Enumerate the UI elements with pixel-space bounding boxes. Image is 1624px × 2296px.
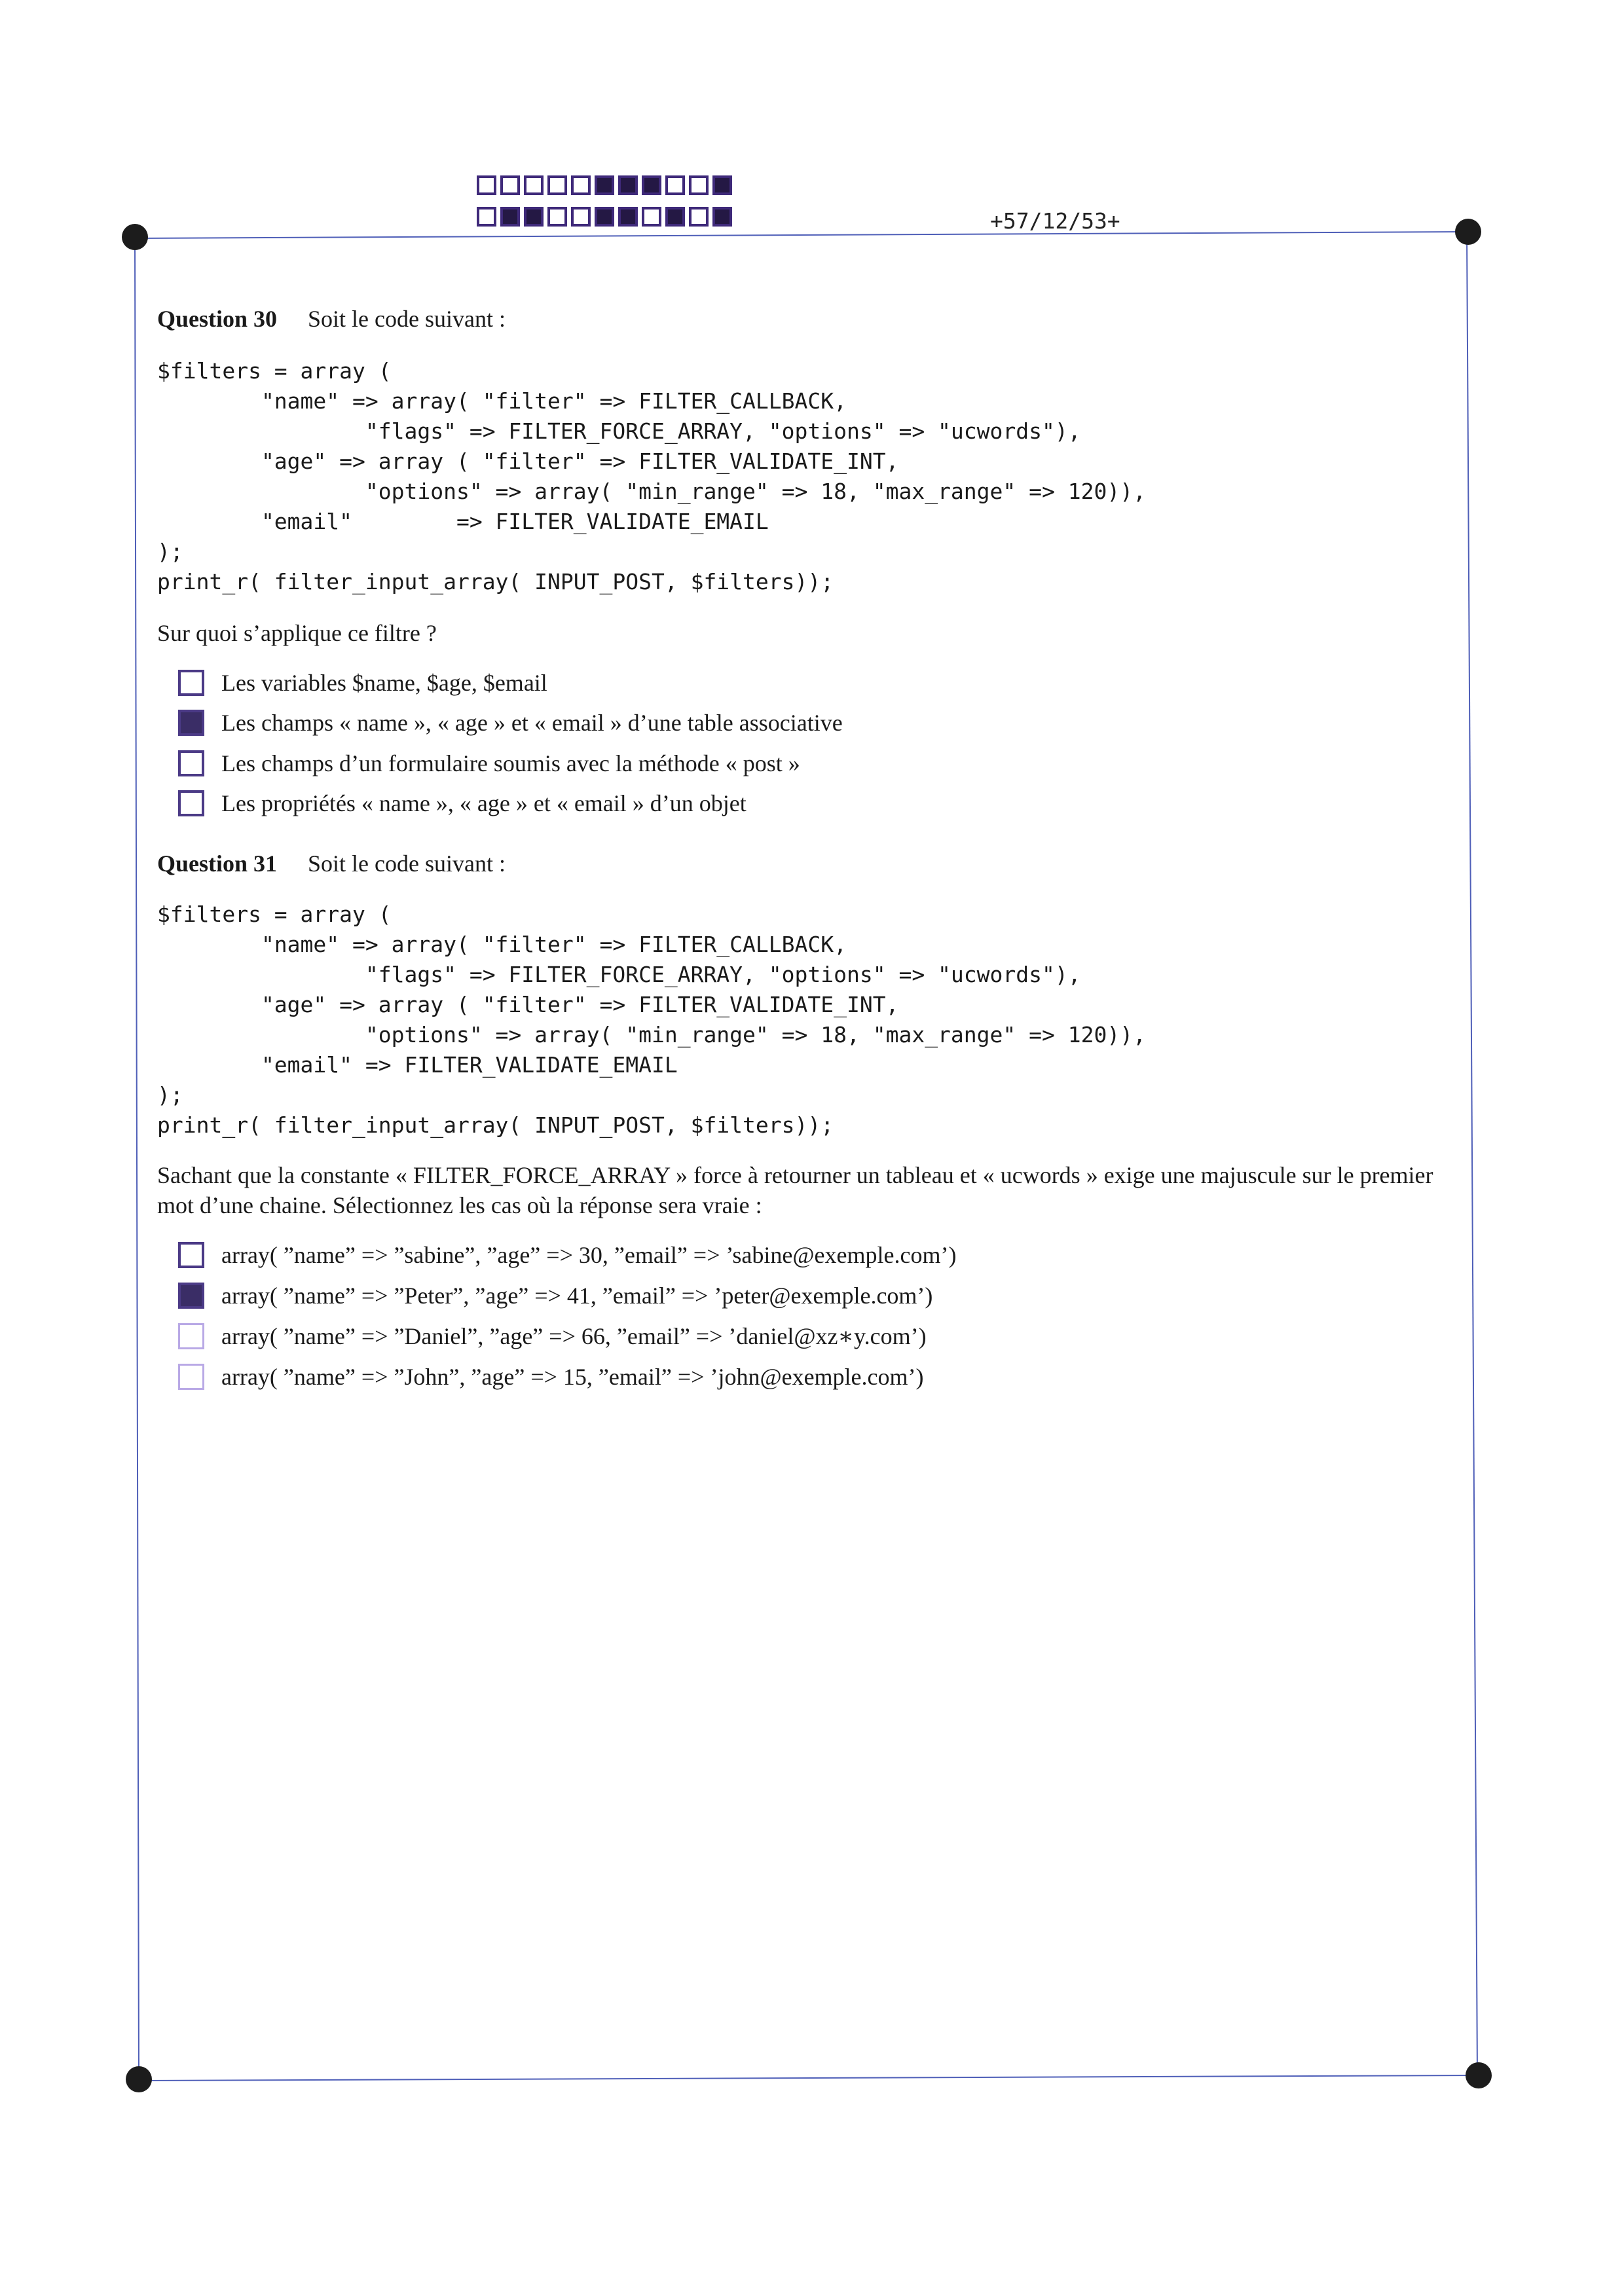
q31-choice-4[interactable] (178, 1363, 924, 1391)
checkbox[interactable] (178, 1323, 204, 1349)
checkbox[interactable] (178, 1242, 204, 1268)
question-31-header (157, 850, 506, 877)
question-31-prompt: Sachant que la constante « FILTER_FORCE_ARRAY » force à retourner un tableau et « ucwords » exige une majuscule sur le premier mot d’une chaine. Sélectionnez les cas où la réponse sera vraie : (157, 1162, 1433, 1218)
q31-choice-3[interactable] (178, 1322, 927, 1350)
q31-choice-2[interactable] (178, 1282, 932, 1309)
barcode-cell (547, 207, 567, 227)
barcode-cell (642, 207, 661, 227)
choice-label: array( ”name” => ”Peter”, ”age” => 41, ”email” => ’peter@exemple.com’) (221, 1283, 933, 1309)
barcode-cell (712, 175, 732, 195)
barcode-cell (642, 175, 661, 195)
question-intro: Soit le code suivant : (308, 306, 506, 332)
choice-label: Les variables $name, $age, $email (221, 670, 547, 696)
barcode-cell (571, 175, 591, 195)
barcode-cell (595, 207, 614, 227)
q30-choice-2[interactable] (178, 709, 843, 737)
corner-mark-top-right (1455, 219, 1481, 245)
choice-label: array( ”name” => ”John”, ”age” => 15, ”email” => ’john@exemple.com’) (221, 1364, 924, 1390)
question-number: Question 31 (157, 850, 278, 877)
barcode-cell (547, 175, 567, 195)
checkbox[interactable] (178, 1364, 204, 1390)
barcode-cell (571, 207, 591, 227)
checkbox[interactable] (178, 790, 204, 816)
choice-label: Les champs « name », « age » et « email » d’une table associative (221, 710, 843, 736)
barcode-cell (689, 175, 709, 195)
question-30-code: $filters = array ( "name" => array( "filter" => FILTER_CALLBACK, "flags" => FILTER_FORCE_ARRAY, "options" => "ucwords"), "age" => array ( "filter" => FILTER_VALIDATE_INT, "options" => array( "min_range" => 18, "max_range" => 120)), "email" => FILTER_VALIDATE_EMAIL ); print_r( filter_input_array( INPUT_POST, $filters)); (157, 358, 1146, 594)
choice-label: Les champs d’un formulaire soumis avec la méthode « post » (221, 750, 800, 776)
question-number: Question 30 (157, 306, 278, 332)
barcode-cell (524, 207, 544, 227)
question-31-code: $filters = array ( "name" => array( "filter" => FILTER_CALLBACK, "flags" => FILTER_FORCE_ARRAY, "options" => "ucwords"), "age" => array ( "filter" => FILTER_VALIDATE_INT, "options" => array( "min_range" => 18, "max_range" => 120)), "email" => FILTER_VALIDATE_EMAIL ); print_r( filter_input_array( INPUT_POST, $filters)); (157, 902, 1146, 1138)
barcode-cell (477, 207, 496, 227)
checkbox[interactable] (178, 1283, 204, 1309)
q30-choice-1[interactable] (178, 669, 547, 697)
barcode-cell (500, 175, 520, 195)
barcode-cell (500, 207, 520, 227)
question-30-prompt: Sur quoi s’applique ce filtre ? (157, 620, 437, 646)
choice-label: array( ”name” => ”Daniel”, ”age” => 66, ”email” => ’daniel@xz∗y.com’) (221, 1323, 927, 1349)
q30-choice-4[interactable] (178, 790, 747, 817)
checkbox[interactable] (178, 710, 204, 736)
page-id: +57/12/53+ (990, 208, 1120, 234)
barcode-cell (689, 207, 709, 227)
question-30-header (157, 305, 506, 333)
barcode-cell (477, 175, 496, 195)
barcode-cell (618, 207, 638, 227)
barcode-cell (665, 175, 685, 195)
barcode-cell (665, 207, 685, 227)
barcode-row-2 (477, 207, 736, 227)
q31-choice-1[interactable] (178, 1241, 956, 1269)
barcode-cell (618, 175, 638, 195)
barcode-cell (712, 207, 732, 227)
corner-mark-bottom-left (126, 2066, 152, 2092)
barcode-cell (524, 175, 544, 195)
choice-label: Les propriétés « name », « age » et « email » d’un objet (221, 790, 747, 816)
q30-choice-3[interactable] (178, 750, 800, 777)
checkbox[interactable] (178, 750, 204, 776)
choice-label: array( ”name” => ”sabine”, ”age” => 30, ”email” => ’sabine@exemple.com’) (221, 1242, 957, 1268)
corner-mark-bottom-right (1466, 2062, 1492, 2088)
checkbox[interactable] (178, 670, 204, 696)
question-intro: Soit le code suivant : (308, 850, 506, 877)
corner-mark-top-left (122, 224, 148, 250)
barcode-cell (595, 175, 614, 195)
barcode-row-1 (477, 175, 736, 195)
